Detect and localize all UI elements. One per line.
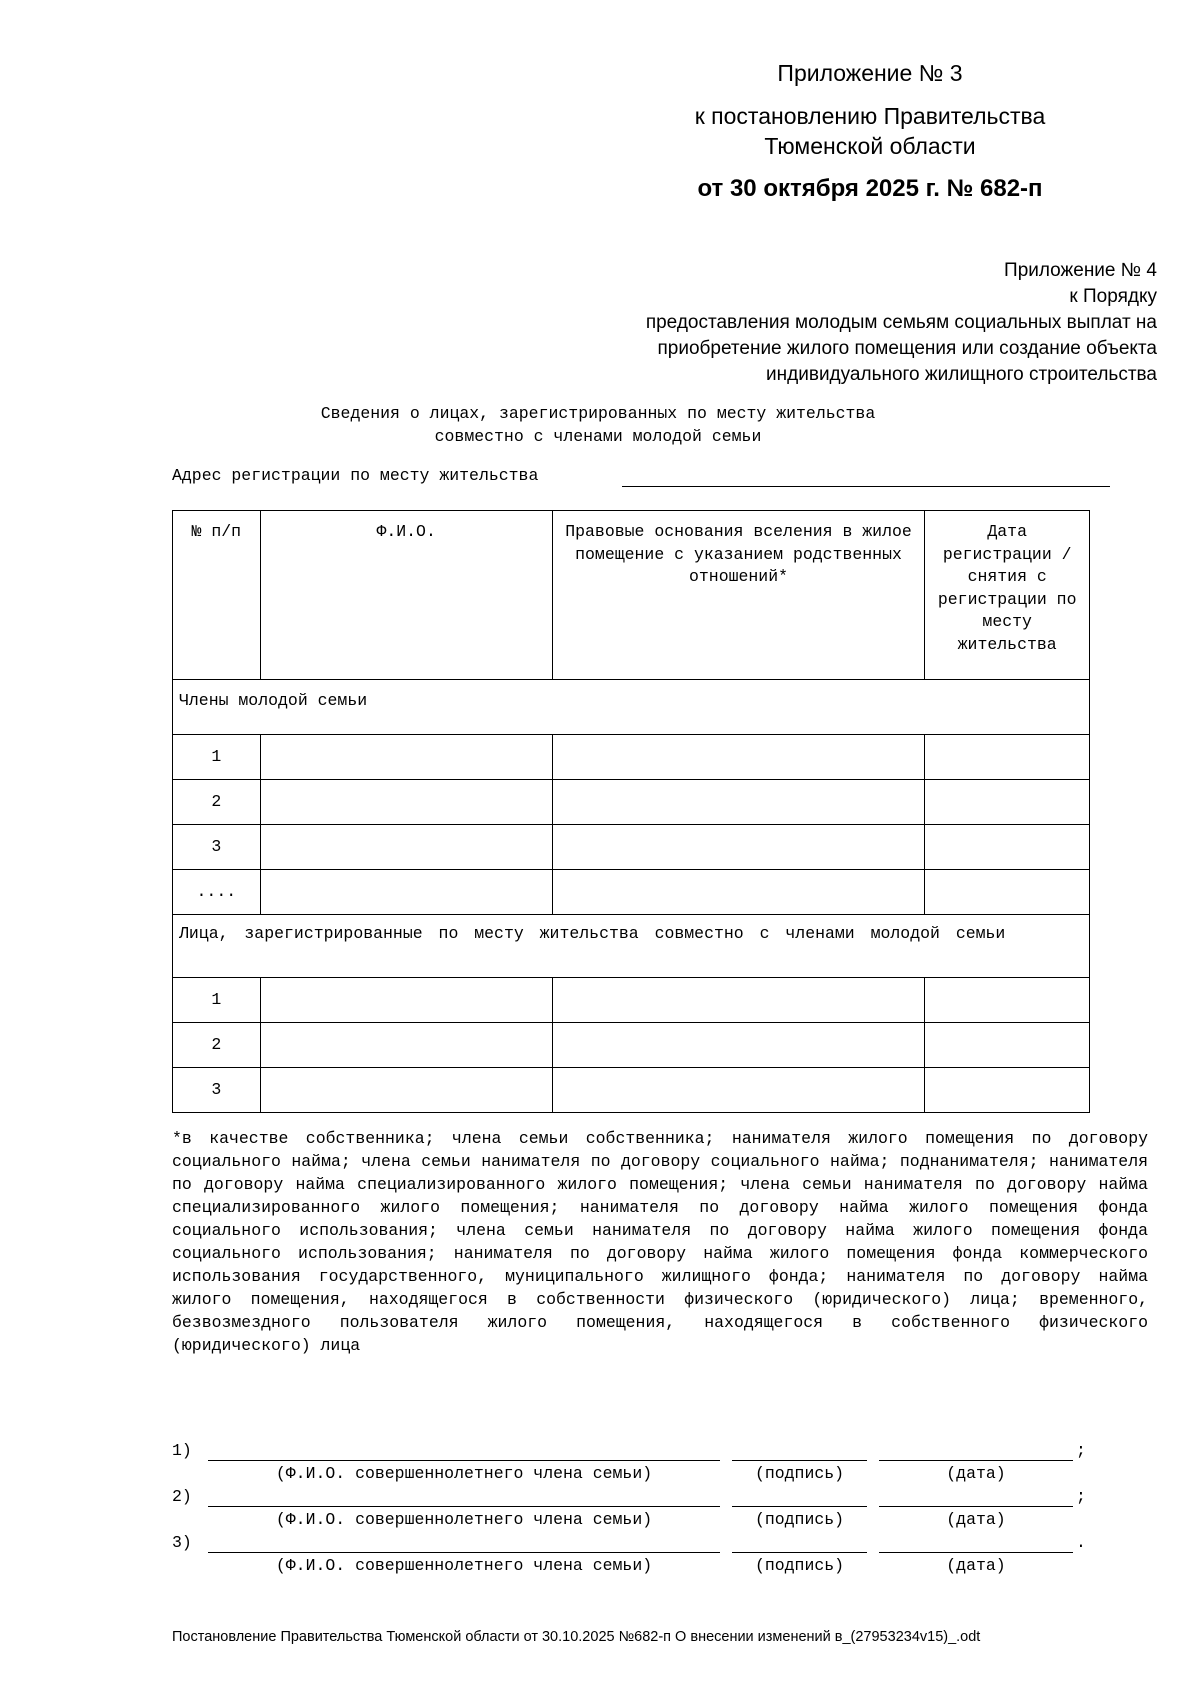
cell-legal-basis xyxy=(552,978,925,1023)
signature-3-sign-caption: (подпись) xyxy=(754,1556,845,1575)
signature-3-name-line xyxy=(208,1552,720,1553)
table-row xyxy=(173,1023,1090,1068)
header-registration-date: Дата регистрации /снятия с регистрации по месту жительства xyxy=(925,511,1090,680)
resolution-line-1: к постановлению Правительства xyxy=(694,103,1046,129)
document-title-line-1: Сведения о лицах, зарегистрированных по месту жительства xyxy=(320,404,876,423)
signature-1-name-caption: (Ф.И.О. совершеннолетнего члена семьи) xyxy=(275,1464,653,1483)
signature-1-name-line xyxy=(208,1460,720,1461)
table-row xyxy=(173,978,1090,1023)
signature-2-sign-line xyxy=(732,1506,867,1507)
cell-registration-date xyxy=(925,735,1090,780)
document-title-line-2: совместно с членами молодой семьи xyxy=(434,427,762,446)
table-row xyxy=(173,825,1090,870)
row-number: 2 xyxy=(173,780,261,825)
order-line-3: приобретение жилого помещения или создание объекта xyxy=(657,338,1157,359)
cell-full-name xyxy=(260,1068,552,1113)
signature-1-date-line xyxy=(879,1460,1073,1461)
order-line-2: предоставления молодым семьям социальных выплат на xyxy=(645,312,1157,333)
resolution-date-number: от 30 октября 2025 г. № 682-п xyxy=(697,175,1043,202)
cell-full-name xyxy=(260,870,552,915)
signature-2-date-line xyxy=(879,1506,1073,1507)
signature-1-sign-line xyxy=(732,1460,867,1461)
cell-legal-basis xyxy=(552,825,925,870)
row-number: .... xyxy=(173,870,261,915)
table-row xyxy=(173,870,1090,915)
cell-legal-basis xyxy=(552,735,925,780)
signature-2-number: 2) xyxy=(172,1487,192,1506)
signature-2-end: ; xyxy=(1076,1487,1086,1506)
signature-2-date-caption: (дата) xyxy=(946,1510,1006,1529)
cell-legal-basis xyxy=(552,780,925,825)
cell-registration-date xyxy=(925,870,1090,915)
cell-legal-basis xyxy=(552,870,925,915)
cell-full-name xyxy=(260,1023,552,1068)
signature-1-date-caption: (дата) xyxy=(946,1464,1006,1483)
document-footer: Постановление Правительства Тюменской области от 30.10.2025 №682-п О внесении изменений в_(27953234v15)_.odt xyxy=(172,1629,981,1645)
cell-legal-basis xyxy=(552,1068,925,1113)
address-fill-line xyxy=(622,486,1110,487)
cell-full-name xyxy=(260,978,552,1023)
appendix-4-label: Приложение № 4 xyxy=(1004,260,1157,281)
signature-3-end: . xyxy=(1076,1533,1086,1552)
row-number: 3 xyxy=(173,825,261,870)
table-header-row xyxy=(173,511,1090,680)
signature-3-sign-line xyxy=(732,1552,867,1553)
section-co-registered-persons xyxy=(173,915,1090,978)
table-row xyxy=(173,1068,1090,1113)
cell-legal-basis xyxy=(552,1023,925,1068)
resolution-line-2: Тюменской области xyxy=(764,133,976,159)
address-label: Адрес регистрации по месту жительства xyxy=(172,466,539,485)
appendix-3-label: Приложение № 3 xyxy=(777,60,963,86)
row-number: 3 xyxy=(173,1068,261,1113)
cell-registration-date xyxy=(925,825,1090,870)
header-full-name: Ф.И.О. xyxy=(260,511,552,680)
cell-registration-date xyxy=(925,1068,1090,1113)
cell-full-name xyxy=(260,780,552,825)
signature-3-date-line xyxy=(879,1552,1073,1553)
row-number: 1 xyxy=(173,978,261,1023)
section-co-registered-label: Лица, зарегистрированные по месту жительства совместно с членами молодой семьи xyxy=(173,915,1090,978)
signature-1-end: ; xyxy=(1076,1441,1086,1460)
signature-2-name-caption: (Ф.И.О. совершеннолетнего члена семьи) xyxy=(275,1510,653,1529)
cell-full-name xyxy=(260,825,552,870)
section-family-members-label: Члены молодой семьи xyxy=(173,680,1090,735)
signature-1-number: 1) xyxy=(172,1441,192,1460)
row-number: 1 xyxy=(173,735,261,780)
signature-1-sign-caption: (подпись) xyxy=(754,1464,845,1483)
header-legal-basis: Правовые основания вселения в жилое помещение с указанием родственных отношений* xyxy=(552,511,925,680)
footnote: *в качестве собственника; члена семьи собственника; нанимателя жилого помещения по договору социального найма; члена семьи нанимателя по договору социального найма; поднанимателя; нанимателя по договору найма специализированного жилого помещения; члена семьи нанимателя по договору найма специализированного жилого помещения; нанимателя по договору найма жилого помещения фонда социального использования; члена семьи нанимателя по договору найма жилого помещения фонда социального использования; нанимателя по договору найма жилого помещения фонда коммерческого использования государственного, муниципального жилищного фонда; нанимателя по договору найма жилого помещения, находящегося в собственности физического (юридического) лица; временного, безвозмездного пользователя жилого помещения, находящегося в собственного физического (юридического) лица xyxy=(172,1129,1148,1355)
signature-3-date-caption: (дата) xyxy=(946,1556,1006,1575)
signature-2-sign-caption: (подпись) xyxy=(754,1510,845,1529)
order-line-1: к Порядку xyxy=(1069,286,1157,307)
signature-3-number: 3) xyxy=(172,1533,192,1552)
cell-full-name xyxy=(260,735,552,780)
table-row xyxy=(173,780,1090,825)
section-family-members xyxy=(173,680,1090,735)
cell-registration-date xyxy=(925,780,1090,825)
header-number: № п/п xyxy=(173,511,261,680)
registered-persons-table xyxy=(172,510,1090,1113)
cell-registration-date xyxy=(925,978,1090,1023)
cell-registration-date xyxy=(925,1023,1090,1068)
signature-3-name-caption: (Ф.И.О. совершеннолетнего члена семьи) xyxy=(275,1556,653,1575)
signature-2-name-line xyxy=(208,1506,720,1507)
table-row xyxy=(173,735,1090,780)
row-number: 2 xyxy=(173,1023,261,1068)
order-line-4: индивидуального жилищного строительства xyxy=(766,364,1157,385)
